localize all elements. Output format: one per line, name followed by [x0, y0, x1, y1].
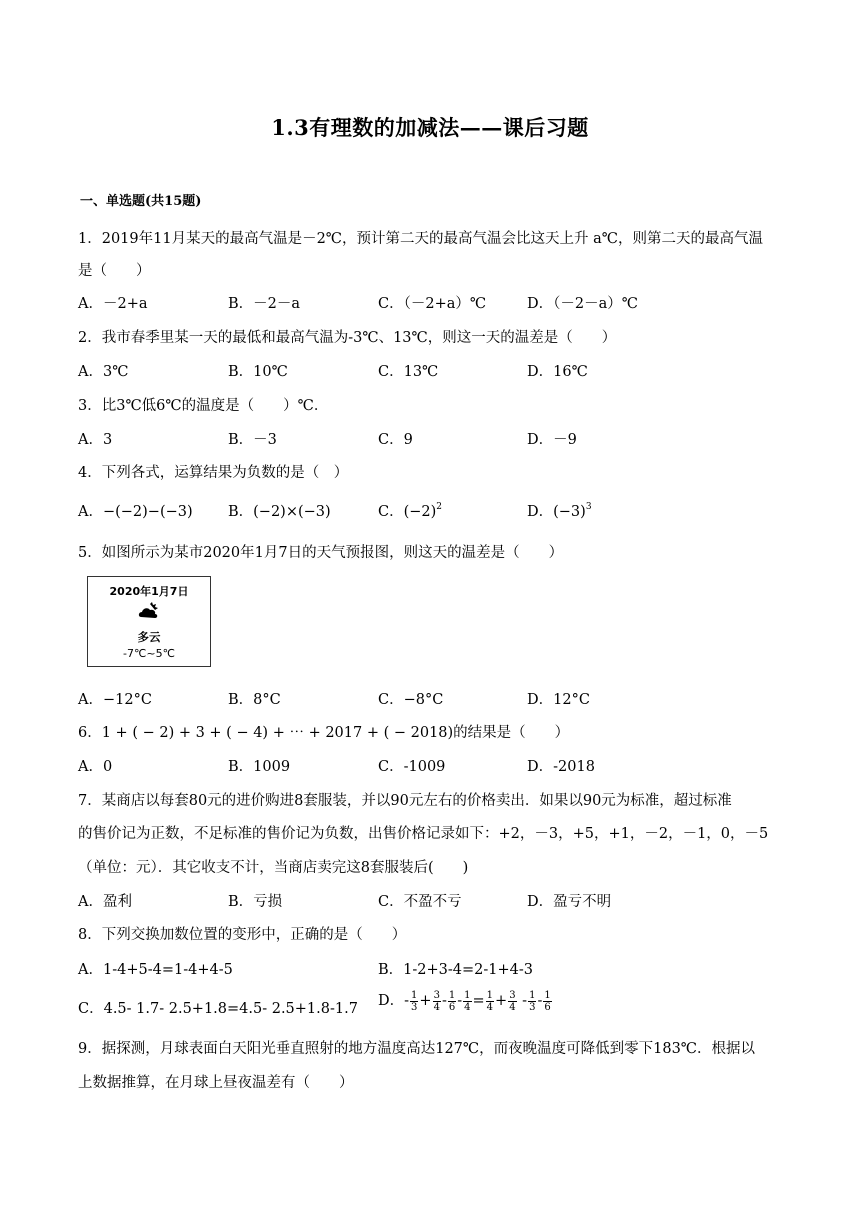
question-4-options	[78, 500, 778, 522]
option-b[interactable]: B．－2－a	[228, 296, 301, 312]
option-d-base: D．(−3)	[527, 504, 586, 520]
option-d[interactable]: D．－9	[527, 432, 577, 448]
option-d[interactable]	[527, 500, 592, 521]
question-8-options-row1	[78, 958, 778, 980]
option-b[interactable]: B．10℃	[228, 364, 288, 380]
question-2-text: 2．我市春季里某一天的最低和最高气温为-3℃、13℃，则这一天的温差是（ ）	[78, 330, 617, 346]
option-b[interactable]: B．1009	[228, 759, 291, 775]
question-7-text-line2: 的售价记为正数，不足标准的售价记为负数，出售价格记录如下：+2，－3，+5，+1，－2，－1，0，－5	[78, 826, 769, 842]
question-3-options	[78, 428, 778, 450]
page-title: 1.3有理数的加减法——课后习题	[271, 115, 589, 140]
option-b[interactable]: B．(−2)×(−3)	[228, 504, 331, 520]
option-d[interactable]: D．-2018	[527, 759, 595, 775]
weather-date: 2020年1月7日	[109, 585, 189, 598]
question-2-options	[78, 360, 778, 382]
option-a[interactable]: A．盈利	[78, 894, 132, 910]
question-9-text-line1: 9．据探测，月球表面白天阳光垂直照射的地方温度高达127℃，而夜晚温度可降低到零下183℃．根据以	[78, 1041, 756, 1057]
option-d-formula: - $\frac{1}{3}$ + $\frac{3}{4}$ - $\frac{1}{6}$ - $\frac{1}{4}$ = $\frac{1}{4}$ + $\frac{3}{4}$ - $\frac{1}{3}$ - $\frac{1}{6}$	[404, 989, 551, 1013]
option-c[interactable]: C．-1009	[378, 759, 446, 775]
option-d-exponent: 3	[585, 502, 592, 512]
option-d[interactable]: D．（－2－a）℃	[527, 296, 638, 312]
question-7-options	[78, 890, 778, 912]
option-c[interactable]: C．13℃	[378, 364, 439, 380]
option-a[interactable]: A．3	[78, 432, 113, 448]
question-5-text: 5．如图所示为某市2020年1月7日的天气预报图，则这天的温差是（ ）	[78, 545, 564, 561]
option-a[interactable]: A．－2+a	[78, 296, 148, 312]
section-heading: 一、单选题(共15题)	[80, 194, 202, 209]
option-b[interactable]: B．8°C	[228, 692, 281, 708]
option-a[interactable]: A．−12°C	[78, 692, 152, 708]
option-d[interactable]: D．12°C	[527, 692, 590, 708]
option-c[interactable]: C．（－2+a）℃	[378, 296, 487, 312]
question-5-options	[78, 688, 778, 710]
option-b[interactable]: B．亏损	[228, 894, 283, 910]
option-d[interactable]: D．16℃	[527, 364, 588, 380]
option-c[interactable]: C．−8°C	[378, 692, 444, 708]
question-7-text-line3: （单位：元）．其它收支不计，当商店卖完这8套服装后( )	[78, 860, 469, 876]
question-1-text-line2: 是（ ）	[78, 263, 151, 279]
option-d-label: D．	[378, 993, 405, 1009]
question-6-text: 6．1 + ( − 2) + 3 + ( − 4) + ⋯ + 2017 + ( − 2018)的结果是（ ）	[78, 725, 570, 741]
question-8-text: 8．下列交换加数位置的变形中，正确的是（ ）	[78, 927, 407, 943]
option-c-exponent: 2	[436, 502, 443, 512]
question-9-text-line2: 上数据推算，在月球上昼夜温差有（ ）	[78, 1075, 354, 1091]
cloudy-icon	[136, 601, 162, 621]
option-a[interactable]: A．−(−2)−(−3)	[78, 504, 193, 520]
weather-condition: 多云	[137, 630, 161, 644]
option-c[interactable]	[378, 500, 442, 521]
option-b[interactable]: B．－3	[228, 432, 277, 448]
question-3-text: 3．比3℃低6℃的温度是（ ）℃．	[78, 398, 329, 414]
option-c[interactable]: C．不盈不亏	[378, 894, 462, 910]
question-7-text-line1: 7．某商店以每套80元的进价购进8套服装，并以90元左右的价格卖出．如果以90元为标准，超过标准	[78, 793, 732, 809]
question-1-options	[78, 292, 778, 314]
question-6-options	[78, 755, 778, 777]
option-a[interactable]: A．3℃	[78, 364, 129, 380]
option-a[interactable]: A．1-4+5-4=1-4+4-5	[78, 962, 233, 978]
question-8-options-row2	[78, 989, 778, 1019]
option-a[interactable]: A．0	[78, 759, 113, 775]
question-1-text-line1: 1．2019年11月某天的最高气温是－2℃，预计第二天的最高气温会比这天上升 a℃，则第二天的最高气温	[78, 231, 763, 247]
option-d[interactable]: D．盈亏不明	[527, 894, 612, 910]
option-c-base: C．(−2)	[378, 504, 437, 520]
weather-temperature-range: -7℃~5℃	[123, 647, 175, 660]
option-c[interactable]: C．4.5- 1.7- 2.5+1.8=4.5- 2.5+1.8-1.7	[78, 1001, 358, 1017]
weather-forecast-figure	[87, 576, 211, 667]
option-b[interactable]: B．1-2+3-4=2-1+4-3	[378, 962, 534, 978]
option-c[interactable]: C．9	[378, 432, 413, 448]
question-4-text: 4．下列各式，运算结果为负数的是（ ）	[78, 465, 349, 481]
option-d[interactable]	[378, 989, 553, 1013]
